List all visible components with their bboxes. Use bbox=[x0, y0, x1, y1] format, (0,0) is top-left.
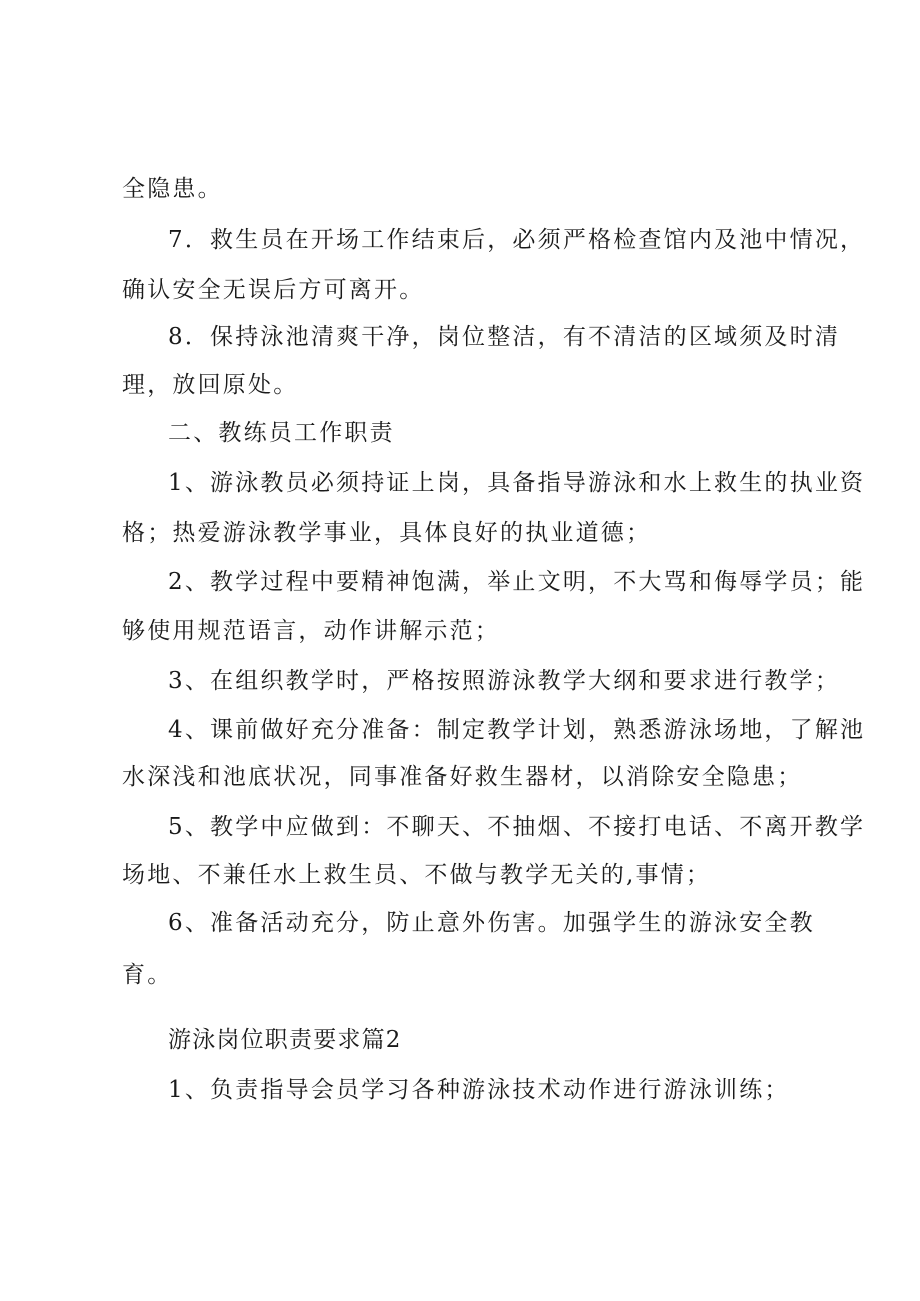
text-line: 全隐患。 bbox=[122, 176, 223, 202]
text-line: 8．保持泳池清爽干净，岗位整洁，有不清洁的区域须及时清 bbox=[168, 324, 841, 350]
text-line: 格；热爱游泳教学事业，具体良好的执业道德； bbox=[122, 520, 652, 546]
text-line: 理，放回原处。 bbox=[122, 372, 299, 398]
text-line: 1、游泳教员必须持证上岗，具备指导游泳和水上救生的执业资 bbox=[168, 470, 866, 496]
text-line: 水深浅和池底状况，同事准备好救生器材，以消除安全隐患； bbox=[122, 764, 803, 790]
text-line: 7．救生员在开场工作结束后，必须严格检查馆内及池中情况， bbox=[168, 227, 866, 253]
text-line: 1、负责指导会员学习各种游泳技术动作进行游泳训练； bbox=[168, 1077, 790, 1103]
text-line: 够使用规范语言，动作讲解示范； bbox=[122, 618, 500, 644]
text-line: 2、教学过程中要精神饱满，举止文明，不大骂和侮辱学员；能 bbox=[168, 569, 866, 595]
text-line: 6、准备活动充分，防止意外伤害。加强学生的游泳安全教 bbox=[168, 910, 815, 936]
text-line: 育。 bbox=[122, 962, 173, 988]
text-line: 3、在组织教学时，严格按照游泳教学大纲和要求进行教学； bbox=[168, 668, 841, 694]
text-line: 5、教学中应做到：不聊天、不抽烟、不接打电话、不离开教学 bbox=[168, 814, 866, 840]
text-line: 确认安全无误后方可离开。 bbox=[122, 277, 425, 303]
text-line: 4、课前做好充分准备：制定教学计划，熟悉游泳场地，了解池 bbox=[168, 717, 866, 743]
section-heading: 游泳岗位职责要求篇2 bbox=[168, 1027, 402, 1053]
section-heading: 二、教练员工作职责 bbox=[168, 420, 395, 446]
text-line: 场地、不兼任水上救生员、不做与教学无关的,事情； bbox=[122, 862, 712, 888]
